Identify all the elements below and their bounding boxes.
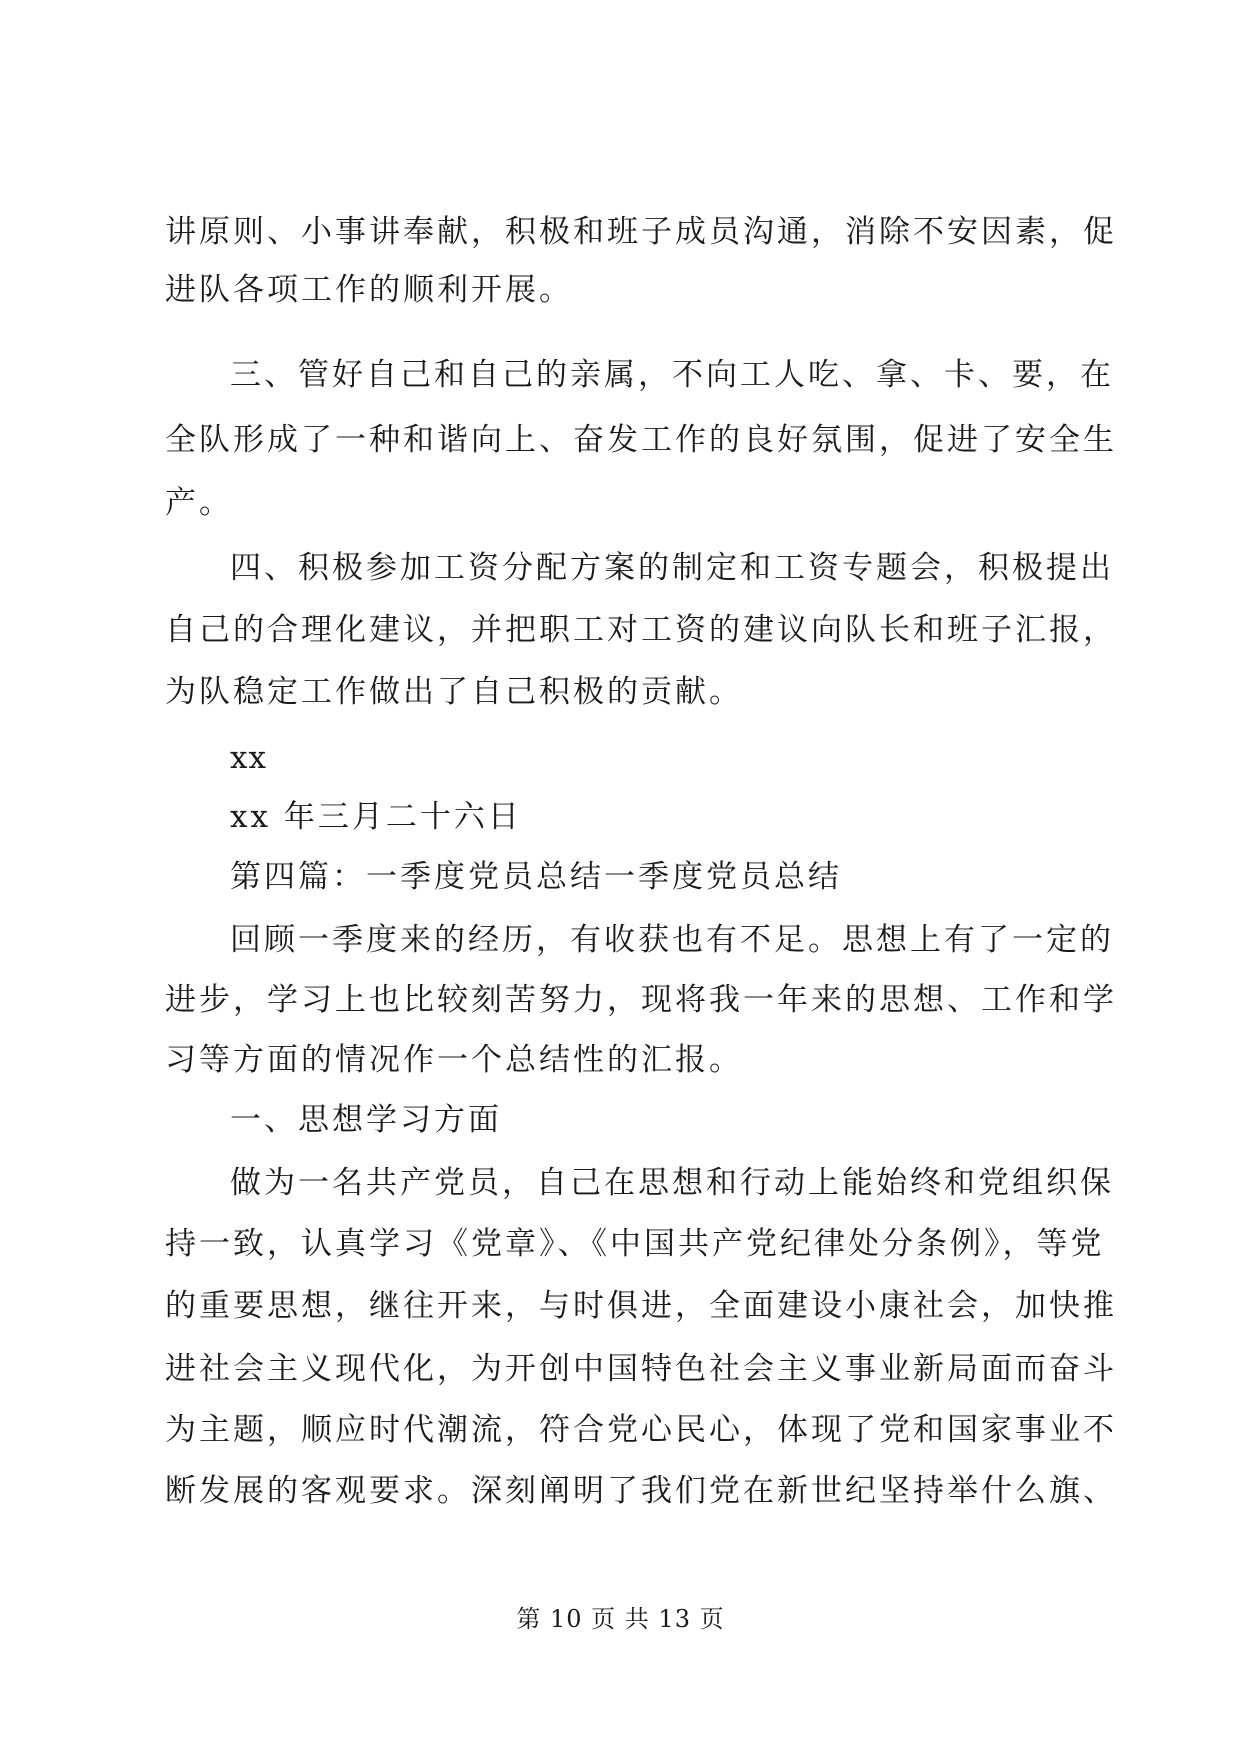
paragraph-line: 进步，学习上也比较刻苦努力，现将我一年来的思想、工作和学 bbox=[165, 982, 1117, 1018]
paragraph-line: 进队各项工作的顺利开展。 bbox=[165, 272, 573, 308]
paragraph-line: 全队形成了一种和谐向上、奋发工作的良好氛围，促进了安全生 bbox=[165, 422, 1117, 458]
paragraph-line: 产。 bbox=[165, 485, 233, 521]
subsection-heading: 一、思想学习方面 bbox=[230, 1102, 502, 1138]
paragraph-line: 讲原则、小事讲奉献，积极和班子成员沟通，消除不安因素，促 bbox=[165, 214, 1117, 250]
paragraph-line: 做为一名共产党员，自己在思想和行动上能始终和党组织保 bbox=[230, 1165, 1114, 1201]
paragraph-line: 进社会主义现代化，为开创中国特色社会主义事业新局面而奋斗 bbox=[165, 1351, 1117, 1387]
paragraph-line: 回顾一季度来的经历，有收获也有不足。思想上有了一定的 bbox=[230, 922, 1114, 958]
paragraph-line: 习等方面的情况作一个总结性的汇报。 bbox=[165, 1042, 743, 1078]
paragraph-line: 自己的合理化建议，并把职工对工资的建议向队长和班子汇报， bbox=[165, 612, 1117, 648]
signature-name: xx bbox=[230, 740, 267, 776]
paragraph-line: 持一致，认真学习《党章》、《中国共产党纪律处分条例》，等党 bbox=[165, 1226, 1105, 1262]
paragraph-line: 的重要思想，继往开来，与时俱进，全面建设小康社会，加快推 bbox=[165, 1288, 1117, 1324]
paragraph-line: 为队稳定工作做出了自己积极的贡献。 bbox=[165, 674, 743, 710]
page-footer: 第 10 页 共 13 页 bbox=[516, 1605, 725, 1633]
paragraph-line: 四、积极参加工资分配方案的制定和工资专题会，积极提出 bbox=[230, 550, 1114, 586]
paragraph-line: 三、管好自己和自己的亲属，不向工人吃、拿、卡、要，在 bbox=[230, 357, 1114, 393]
signature-date: xx 年三月二十六日 bbox=[230, 799, 522, 835]
paragraph-line: 断发展的客观要求。深刻阐明了我们党在新世纪坚持举什么旗、 bbox=[165, 1473, 1117, 1509]
paragraph-line: 为主题，顺应时代潮流，符合党心民心，体现了党和国家事业不 bbox=[165, 1412, 1117, 1448]
section-heading: 第四篇：一季度党员总结一季度党员总结 bbox=[230, 859, 842, 895]
